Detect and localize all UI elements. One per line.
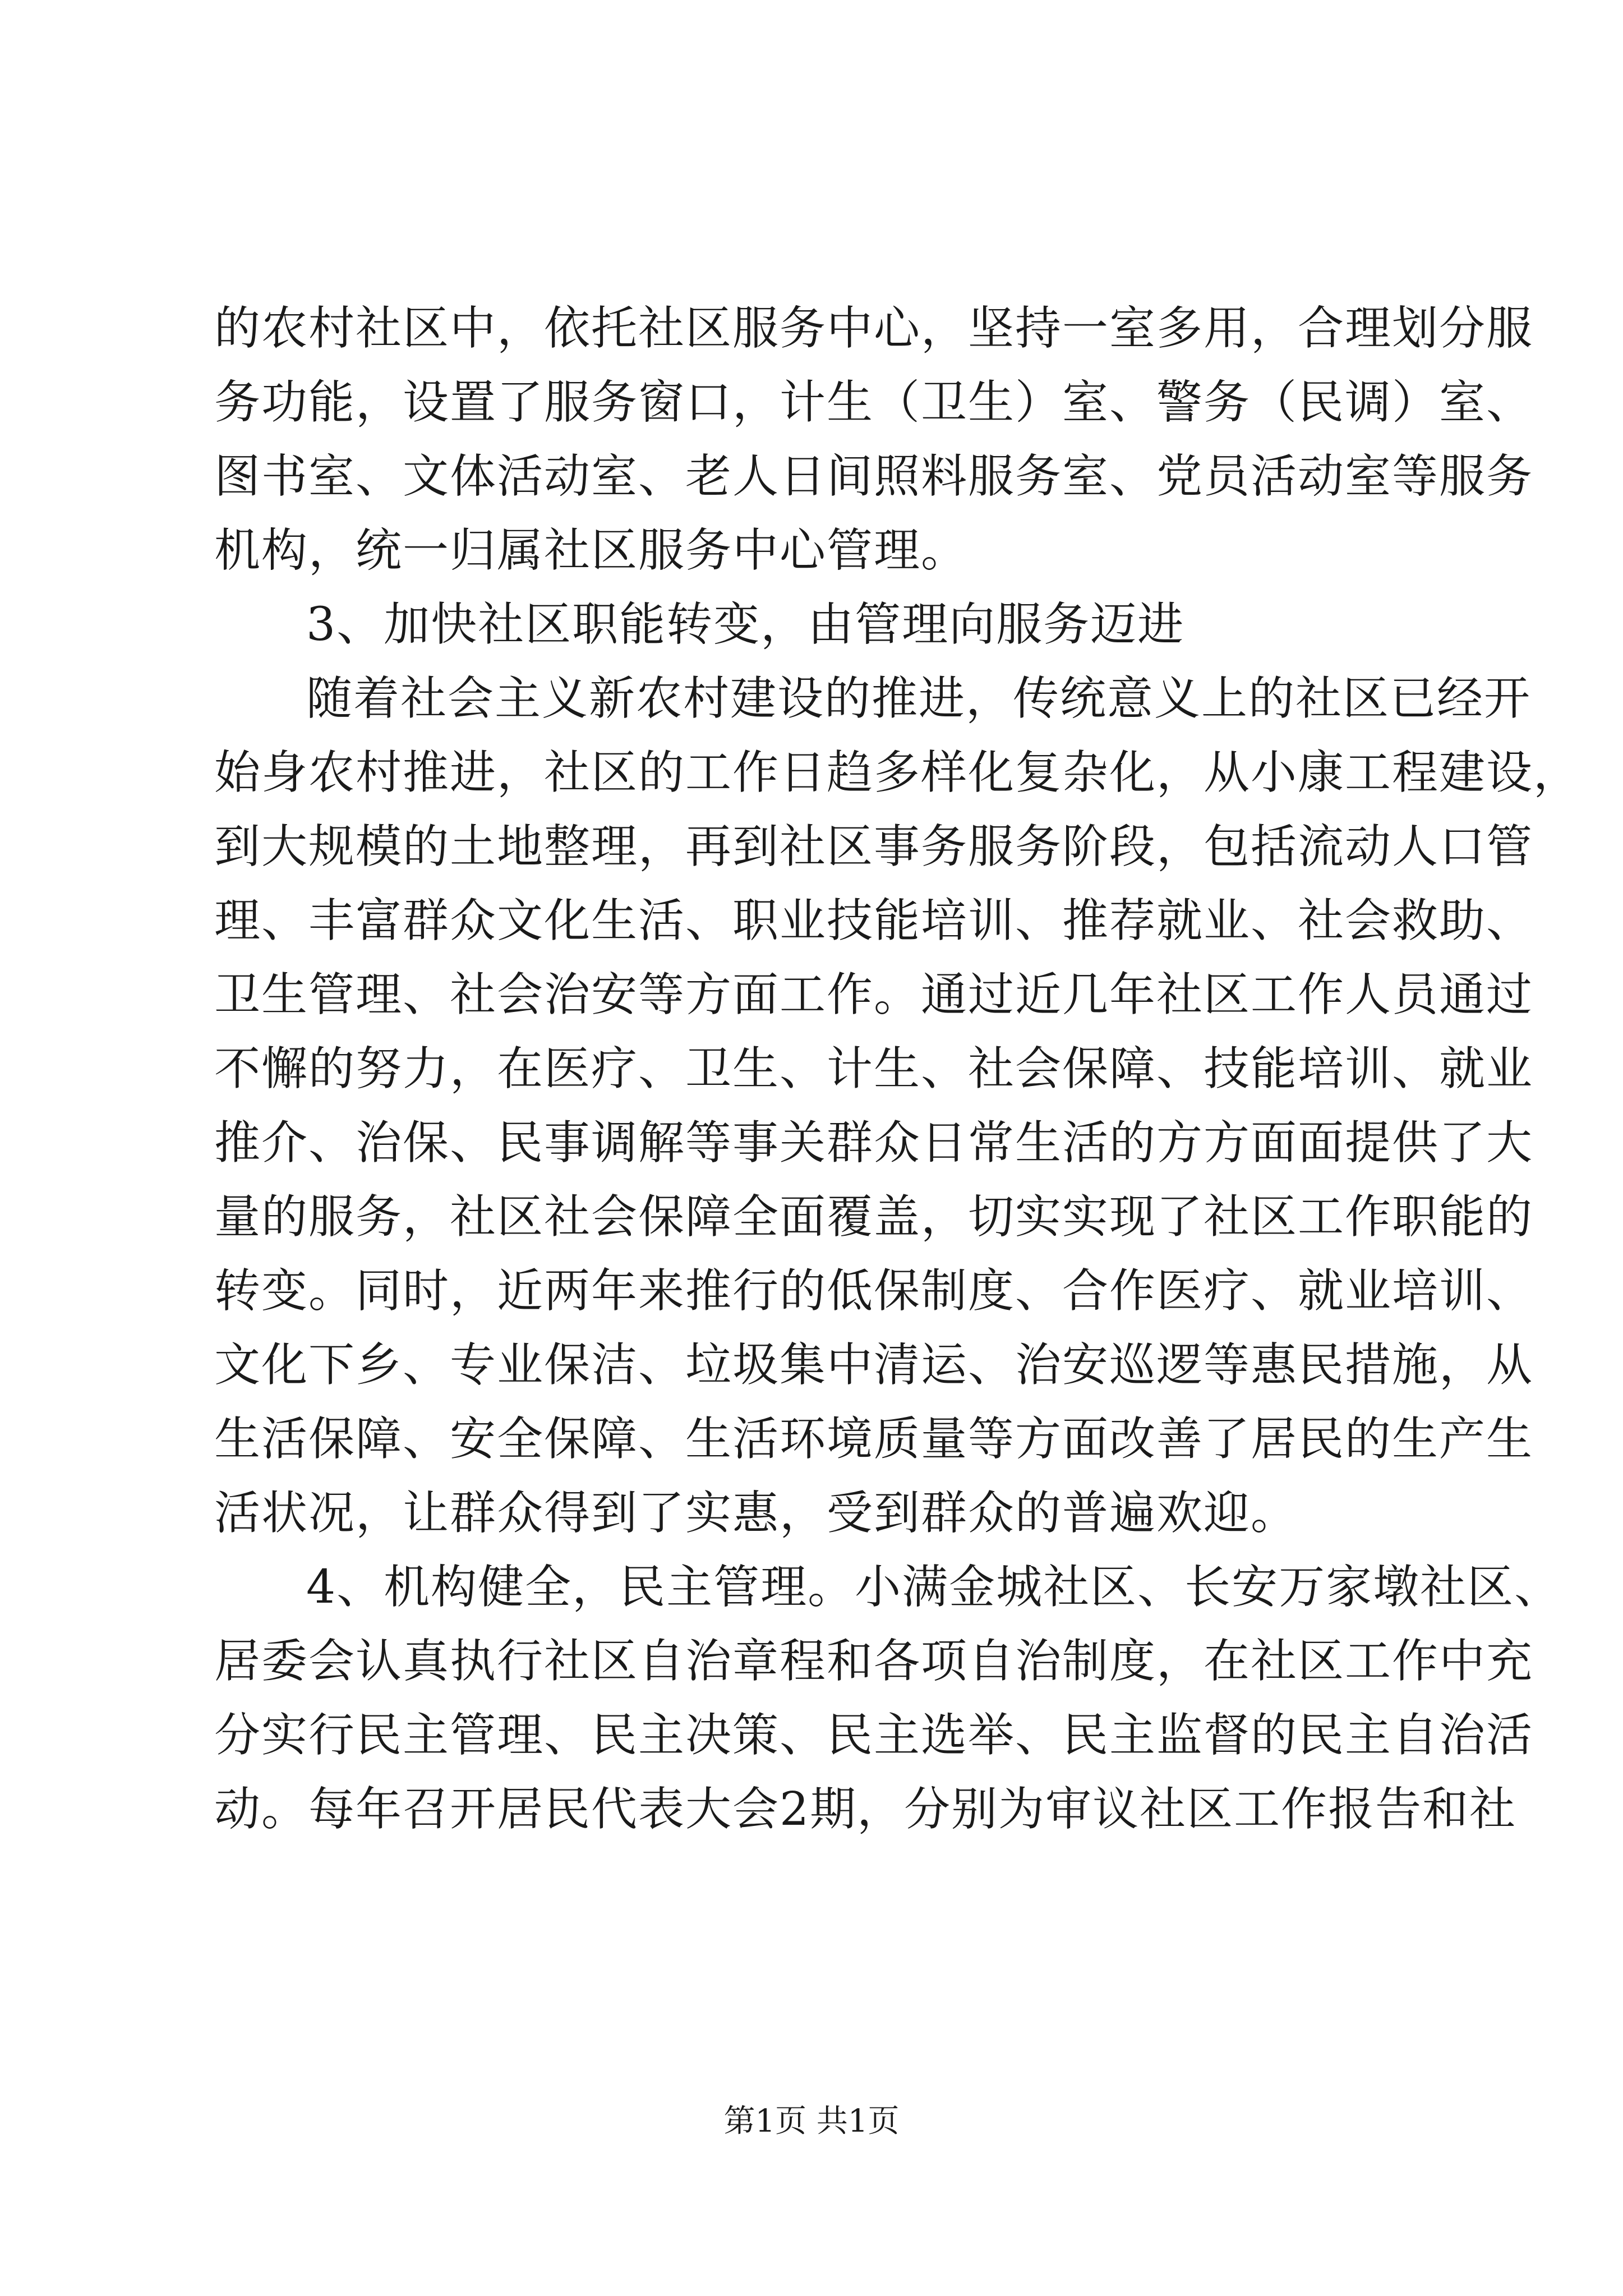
text-line: 随着社会主义新农村建设的推进，传统意义上的社区已经开 — [306, 672, 1532, 725]
text-line: 居委会认真执行社区自治章程和各项自治制度，在社区工作中充 — [214, 1635, 1534, 1688]
text-line: 不懈的努力，在医疗、卫生、计生、社会保障、技能培训、就业 — [214, 1042, 1534, 1096]
section-heading: 3、加快社区职能转变，由管理向服务迈进 — [306, 598, 1185, 651]
text-line: 机构，统一归属社区服务中心管理。 — [214, 524, 969, 577]
text-line: 量的服务，社区社会保障全面覆盖，切实实现了社区工作职能的 — [214, 1190, 1534, 1244]
text-line: 分实行民主管理、民主决策、民主选举、民主监督的民主自治活 — [214, 1709, 1534, 1762]
text-line: 卫生管理、社会治安等方面工作。通过近几年社区工作人员通过 — [214, 968, 1534, 1022]
text-line: 的农村社区中，依托社区服务中心，坚持一室多用，合理划分服 — [214, 302, 1534, 355]
text-line: 文化下乡、专业保洁、垃圾集中清运、治安巡逻等惠民措施，从 — [214, 1338, 1534, 1392]
text-line: 理、丰富群众文化生活、职业技能培训、推荐就业、社会救助、 — [214, 894, 1534, 947]
text-line: 活状况，让群众得到了实惠，受到群众的普遍欢迎。 — [214, 1487, 1298, 1540]
page-footer: 第1页 共1页 — [723, 2103, 900, 2139]
text-line: 到大规模的土地整理，再到社区事务服务阶段，包括流动人口管 — [214, 820, 1534, 873]
text-line: 始身农村推进，社区的工作日趋多样化复杂化，从小康工程建设， — [214, 746, 1581, 799]
text-line: 务功能，设置了服务窗口，计生（卫生）室、警务（民调）室、 — [214, 376, 1534, 429]
text-line: 转变。同时，近两年来推行的低保制度、合作医疗、就业培训、 — [214, 1264, 1534, 1318]
text-line: 4、机构健全，民主管理。小满金城社区、长安万家墩社区、 — [306, 1561, 1562, 1614]
text-line: 推介、治保、民事调解等事关群众日常生活的方方面面提供了大 — [214, 1116, 1534, 1170]
body-text — [214, 292, 1581, 1847]
text-line: 图书室、文体活动室、老人日间照料服务室、党员活动室等服务 — [214, 450, 1534, 503]
text-line: 生活保障、安全保障、生活环境质量等方面改善了居民的生产生 — [214, 1412, 1534, 1466]
text-line: 动。每年召开居民代表大会2期，分别为审议社区工作报告和社 — [214, 1783, 1517, 1836]
